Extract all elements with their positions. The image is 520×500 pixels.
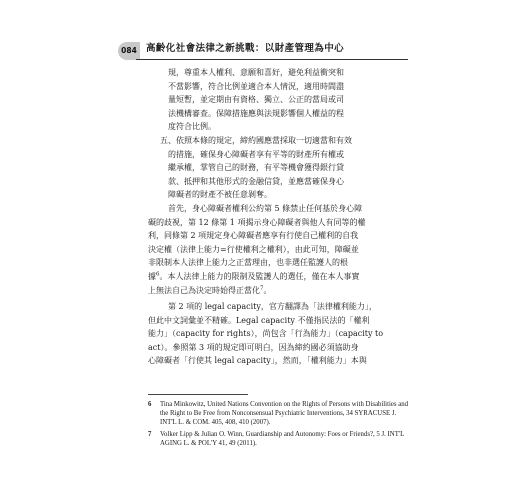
body-line [148, 202, 408, 216]
body-line [148, 120, 408, 134]
body-line-text: 障礙者的財產不被任意剝奪。 [168, 190, 272, 200]
footnote-ref[interactable]: 6 [156, 271, 160, 278]
body-line [148, 66, 408, 80]
footnote-text: Tina Minkowitz, United Nations Convention on the Rights of Persons with Disabilities and the Right to Be Free from Nonconsensual Psychiatric Interventions, 34 SYRACUSE J. INT'L L. & COM. 405, 408, 410 (2007). [160, 401, 409, 427]
body-line-text: 心障礙者「行使其 legal capacity」，然而，「權利能力」本與 [148, 356, 367, 366]
footnote-number: 6 [148, 401, 152, 408]
body-line [148, 314, 408, 328]
body-line [148, 327, 408, 341]
body-line [148, 80, 408, 94]
body-line [148, 229, 408, 243]
body-line-text: 。本人法律上能力的限制及監護人的選任，僅在本人事實 [159, 271, 360, 281]
body-line [148, 161, 408, 175]
running-header [118, 40, 408, 62]
footnote-number: 7 [148, 430, 152, 438]
footnote-separator [148, 394, 248, 395]
body-line-text: 礙的歧視，第 12 條第 1 項揭示身心障礙者與他人有同等的權 [148, 217, 366, 227]
body-line-text: 據 [148, 271, 156, 281]
body-line-text: 法機構審查。保障措施應與法規影響個人權益的程 [168, 108, 344, 118]
body-line [148, 243, 408, 257]
body-line [148, 354, 408, 368]
body-line-text: 利，同條第 2 項規定身心障礙者應享有行使自己權利的自我 [148, 231, 359, 241]
body-line [148, 134, 408, 148]
body-line [148, 300, 408, 314]
body-line-text: 但此中文詞彙並不精確。Legal capacity 不僅指民法的「權利 [148, 315, 370, 325]
body-line-text: 規，尊重本人權利、意願和喜好，避免利益衝突和 [168, 68, 344, 77]
body-line-text: 不當影響，符合比例並適合本人情況，適用時間盡 [168, 81, 344, 91]
body-line-text: 量短暫，並定期由有資格、獨立、公正的當局或司 [168, 95, 344, 105]
body-line-text: 五、依照本條的規定，締約國應當採取一切適當和有效 [160, 135, 352, 145]
body-line-text: 。 [263, 285, 272, 295]
body-line-text: 度符合比例。 [168, 122, 216, 132]
body-line-text: 的措施，確保身心障礙者享有平等的財產所有權或 [168, 149, 344, 159]
body-line-text: 能力」（capacity for rights），尚包含「行為能力」（capacity to [148, 329, 384, 339]
page-number-badge: 084 [118, 42, 140, 60]
body-line-text: 非限制本人法律上能力之正當理由，也非選任監護人的根 [148, 258, 348, 268]
body-line-text: 決定權（法律上能力=行使權利之權利），由此可知，障礙並 [148, 244, 359, 254]
body-line-text: 款、抵押和其他形式的金融信貸，並應當確保身心 [168, 176, 344, 186]
body-text [148, 66, 408, 368]
header-rule [136, 59, 408, 60]
body-line-text: 上無法自己為決定時始得正當化 [148, 285, 260, 295]
footnote [148, 430, 410, 448]
body-line [148, 341, 408, 355]
body-line [148, 256, 408, 270]
footnote [148, 400, 410, 428]
body-line [148, 270, 408, 284]
body-line-text: act）。參照第 3 項的規定即可明白，因為締約國必須協助身 [148, 342, 359, 352]
body-line [148, 175, 408, 189]
body-line [148, 284, 408, 298]
body-line-text: 首先，身心障礙者權利公約第 5 條禁止任何基於身心障 [168, 203, 363, 213]
body-line-text: 第 2 項的 legal capacity，官方翻譯為「法律權利能力」， [168, 302, 377, 312]
body-line-text: 繼承權，掌管自己的財務，有平等機會獲得銀行貸 [168, 163, 344, 173]
body-line [148, 148, 408, 162]
body-line [148, 216, 408, 230]
footnote-text: Volker Lipp & Julian O. Winn, Guardianship and Autonomy: Foes or Friends?, 5 J. INT'L AGING L. & POL'Y 41, 49 (2011). [160, 430, 404, 447]
footnote-ref[interactable]: 7 [260, 284, 264, 291]
book-title: 高齡化社會法律之新挑戰：以財產管理為中心 [146, 43, 345, 54]
body-line [148, 188, 408, 202]
body-line [148, 107, 408, 121]
footnotes [148, 400, 410, 450]
body-line [148, 93, 408, 107]
